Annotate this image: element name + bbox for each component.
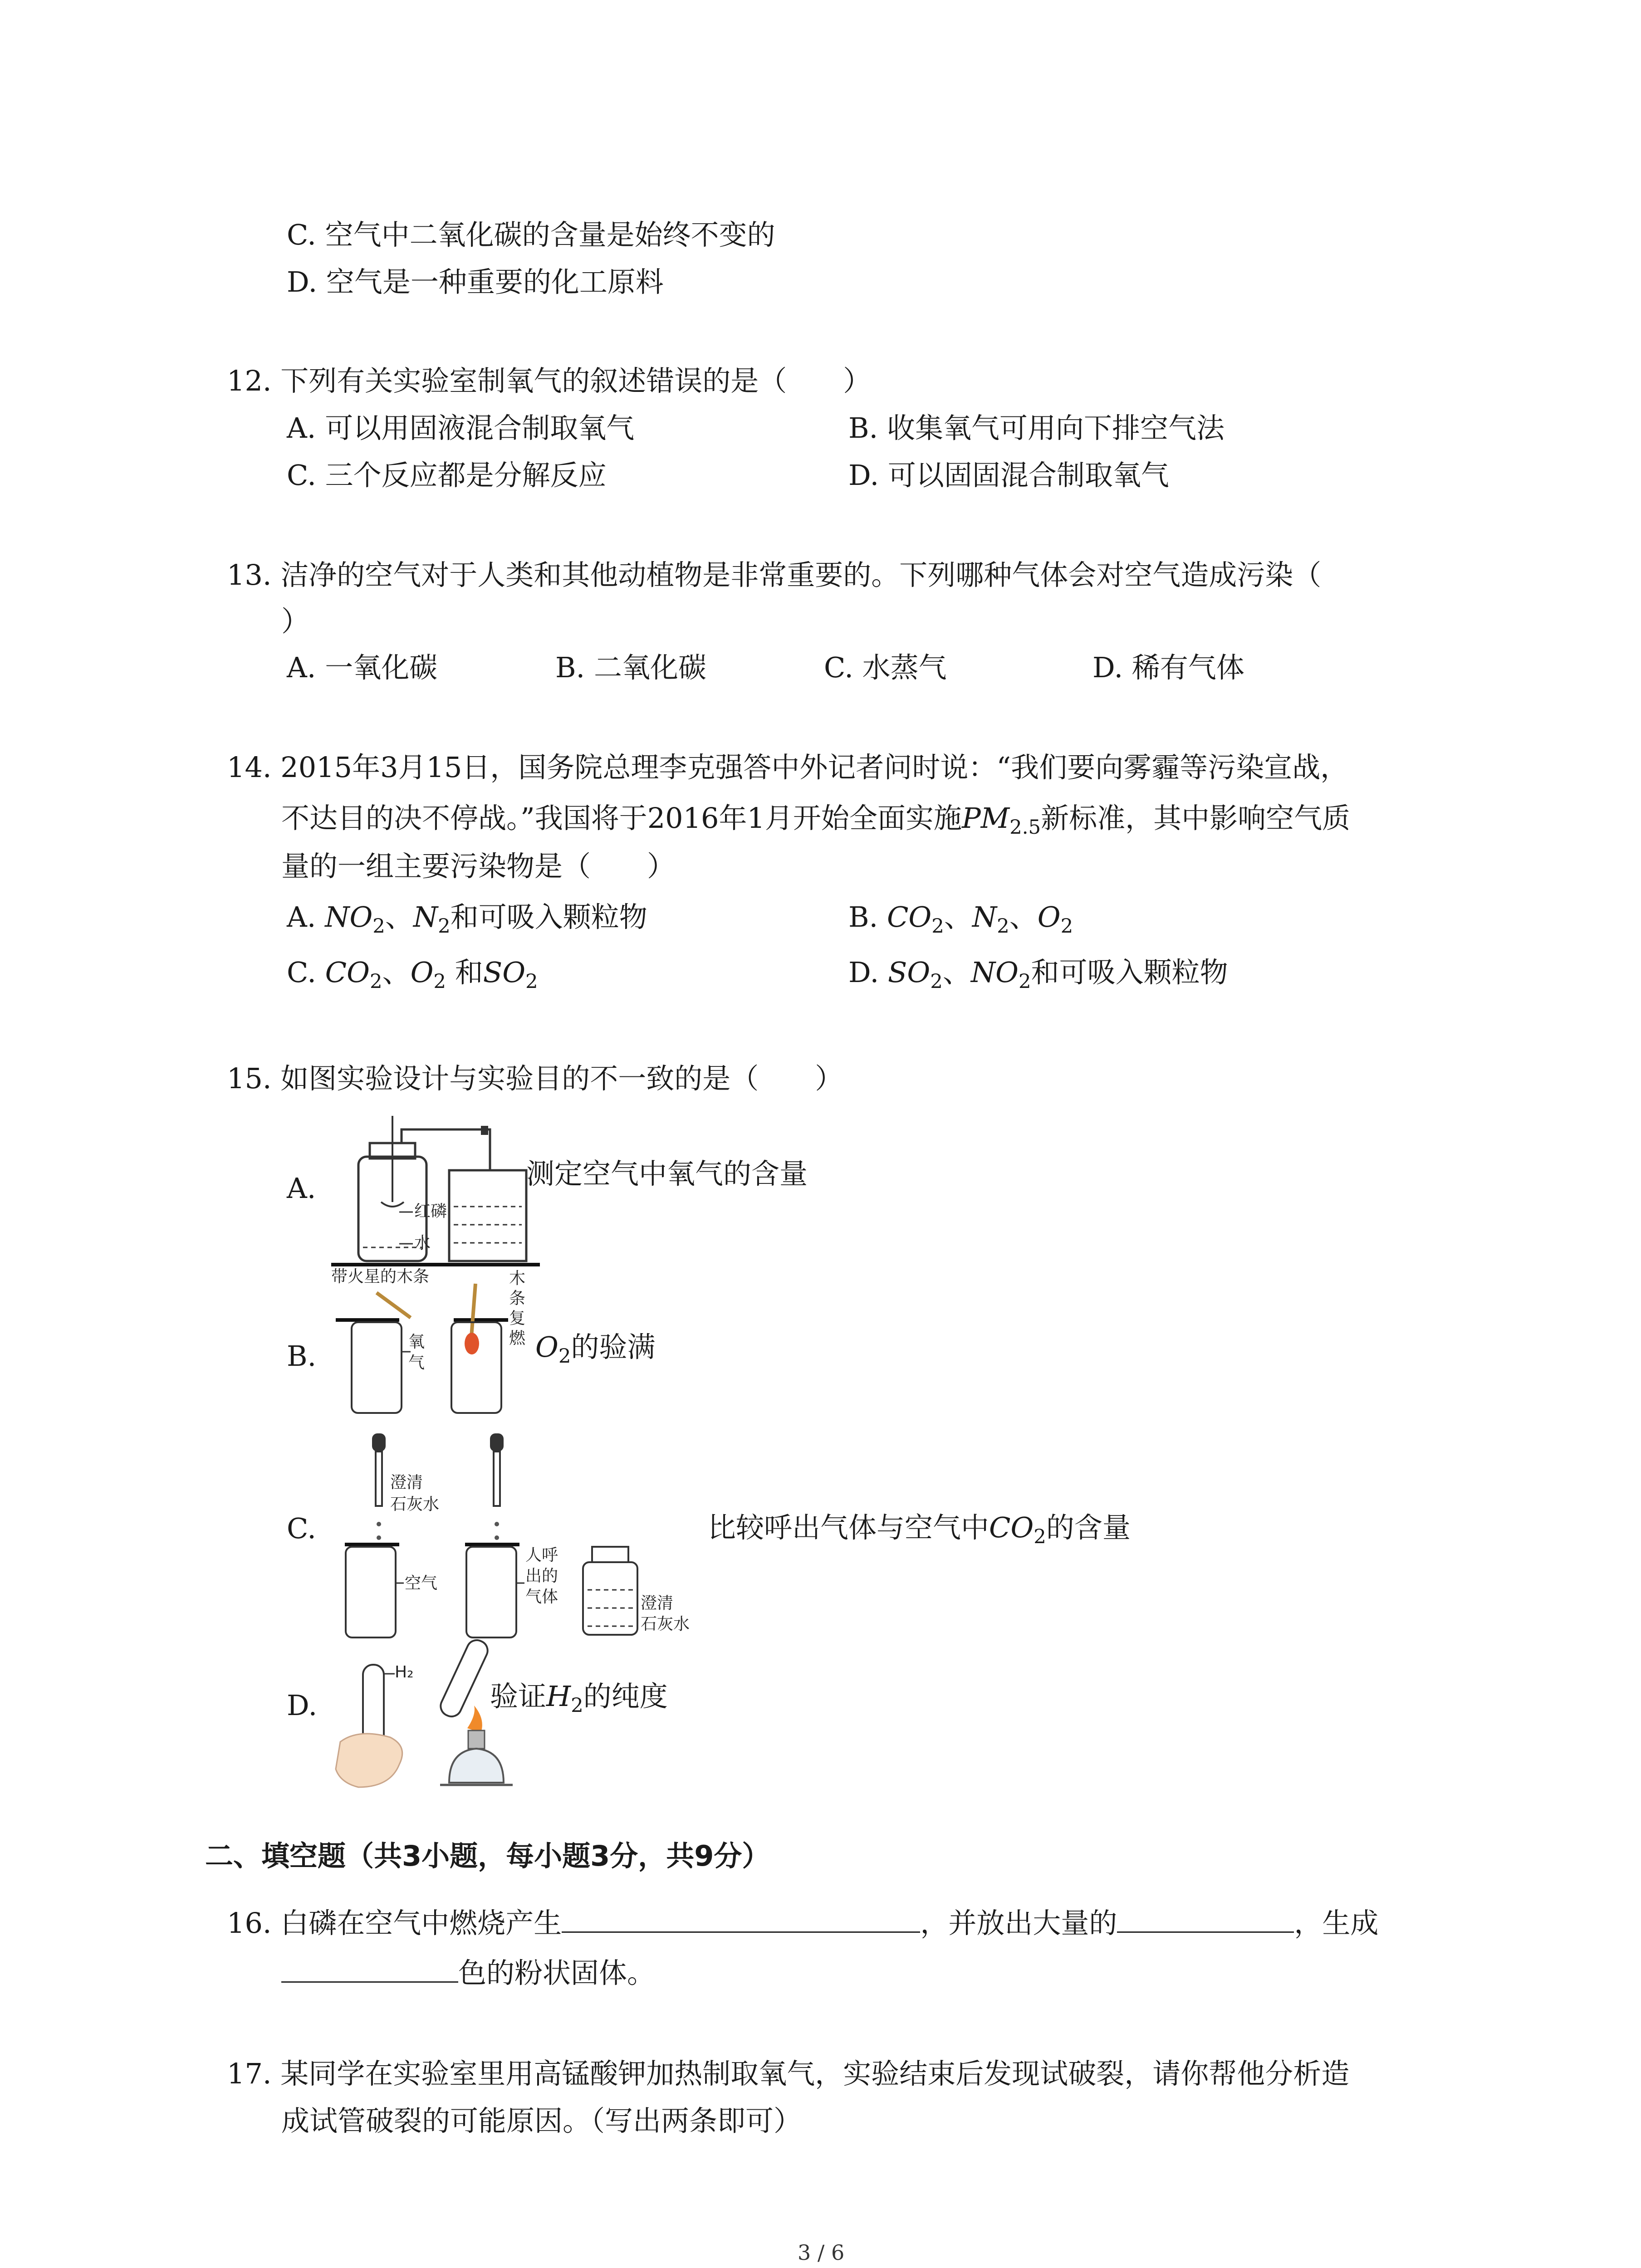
subscript: 2 <box>931 915 944 938</box>
formula: NO <box>970 956 1019 989</box>
q16-text-1: 16. 白磷在空气中燃烧产生 <box>227 1906 562 1940</box>
oxygen-label-2: 气 <box>408 1354 425 1372</box>
oxygen-symbol: O <box>535 1330 558 1364</box>
formula: O <box>1037 900 1061 934</box>
option-label: A. <box>287 900 325 934</box>
q16-line2 <box>281 1953 655 1991</box>
formula: SO <box>483 956 526 989</box>
formula: N <box>972 900 997 934</box>
subscript: 2 <box>930 970 943 993</box>
formula: CO <box>325 956 370 989</box>
formula: O <box>410 956 434 989</box>
section-heading: 二、填空题（共3小题，每小题3分，共9分） <box>205 1839 770 1872</box>
subscript: 2 <box>1060 915 1073 938</box>
option-text: 的含量 <box>1046 1511 1131 1544</box>
q15-option-b-text <box>535 1329 656 1368</box>
option-text: 和可吸入颗粒物 <box>450 900 647 934</box>
separator: 、 <box>1009 900 1038 934</box>
q15-option-d-label: D. <box>287 1689 318 1722</box>
answer-blank-2[interactable] <box>1117 1903 1294 1933</box>
q13-option-b: B. 二氧化碳 <box>555 651 706 684</box>
hydrogen-label: H₂ <box>395 1663 414 1681</box>
q14-line2-start: 不达目的决不停战。”我国将于2016年1月开始全面实施 <box>281 802 962 835</box>
q14-line3: 量的一组主要污染物是（ ） <box>281 850 676 883</box>
subscript: 2 <box>525 970 538 993</box>
hydrogen-purity-test-figure <box>331 1637 522 1810</box>
q12-option-d: D. 可以固固混合制取氧气 <box>848 459 1169 492</box>
subscript: 2 <box>369 970 382 993</box>
answer-blank-3[interactable] <box>281 1953 458 1983</box>
q16-text-2: ，并放出大量的 <box>920 1906 1117 1940</box>
hydrogen-symbol: H <box>546 1680 571 1713</box>
formula: SO <box>887 956 931 989</box>
q13-stem: 13. 洁净的空气对于人类和其他动植物是非常重要的。下列哪种气体会对空气造成污染（ <box>227 558 1322 591</box>
subscript: 2 <box>433 970 446 993</box>
splint-relight-label-3: 复 <box>509 1309 526 1328</box>
option-text: 和 <box>446 956 483 989</box>
pm-subscript: 2.5 <box>1009 816 1041 839</box>
limewater-label-1: 澄清 <box>390 1473 423 1492</box>
q15-option-c-label: C. <box>287 1512 316 1545</box>
co2-symbol: CO <box>989 1511 1034 1544</box>
q13-stem-close: ） <box>281 605 310 638</box>
q16-text-4: 色的粉状固体。 <box>458 1956 656 1989</box>
q14-line2-end: 新标准，其中影响空气质 <box>1041 802 1351 835</box>
subscript: 2 <box>1034 1525 1046 1549</box>
limewater-jar-label-2: 石灰水 <box>641 1615 690 1633</box>
option-text: 比较呼出气体与空气中 <box>708 1511 989 1544</box>
formula: NO <box>325 900 373 934</box>
splint-relight-label-1: 木 <box>509 1269 526 1288</box>
option-text: 的验满 <box>571 1330 656 1364</box>
splint-relight-label-2: 条 <box>509 1289 526 1308</box>
subscript: 2 <box>571 1694 583 1717</box>
q13-option-c: C. 水蒸气 <box>824 651 947 684</box>
q11-option-c: C. 空气中二氧化碳的含量是始终不变的 <box>287 218 775 251</box>
option-label: C. <box>287 956 325 989</box>
answer-blank-1[interactable] <box>562 1903 920 1933</box>
red-phosphorus-label: 红磷 <box>414 1202 447 1221</box>
q17-line1: 17. 某同学在实验室里用高锰酸钾加热制取氧气，实验结束后发现试破裂，请你帮他分析造 <box>227 2057 1350 2090</box>
limewater-label-2: 石灰水 <box>390 1495 440 1514</box>
exhaled-gas-label-3: 气体 <box>525 1588 558 1606</box>
formula: N <box>413 900 438 934</box>
q17-line2: 成试管破裂的可能原因。（写出两条即可） <box>281 2104 802 2137</box>
q15-option-a-text: 测定空气中氧气的含量 <box>526 1157 808 1190</box>
q14-option-c <box>287 954 538 991</box>
option-text: 验证 <box>490 1680 547 1713</box>
q16-text-3: ，生成 <box>1294 1906 1379 1940</box>
q14-line2 <box>281 800 1351 839</box>
q16-line1 <box>227 1903 1378 1941</box>
separator: 、 <box>385 900 413 934</box>
q15-option-a-label: A. <box>287 1172 316 1205</box>
breath-co2-comparison-figure <box>336 1433 708 1647</box>
q12-option-a: A. 可以用固液混合制取氧气 <box>287 411 635 445</box>
q14-option-d <box>848 954 1228 991</box>
q15-option-d-text <box>490 1678 668 1715</box>
exhaled-gas-label-2: 出的 <box>525 1567 558 1585</box>
subscript: 2 <box>997 915 1009 938</box>
subscript: 2 <box>1018 970 1031 993</box>
separator: 、 <box>382 956 411 989</box>
option-text: 的纯度 <box>583 1680 668 1713</box>
q14-option-a <box>287 899 647 938</box>
limewater-jar-label-1: 澄清 <box>641 1594 674 1613</box>
option-text: 和可吸入颗粒物 <box>1031 956 1228 989</box>
air-label: 空气 <box>405 1574 438 1593</box>
q12-stem: 12. 下列有关实验室制氧气的叙述错误的是（ ） <box>227 364 872 397</box>
q13-option-d: D. 稀有气体 <box>1092 651 1244 684</box>
water-label: 水 <box>414 1234 431 1252</box>
separator: 、 <box>944 900 972 934</box>
subscript: 2 <box>372 915 385 938</box>
exhaled-gas-label-1: 人呼 <box>525 1546 558 1564</box>
formula: CO <box>887 900 932 934</box>
q13-option-a: A. 一氧化碳 <box>287 651 438 684</box>
q14-line1: 14. 2015年3月15日，国务院总理李克强答中外记者问时说：“我们要向雾霾等污染宣战， <box>227 751 1349 784</box>
glowing-splint-label: 带火星的木条 <box>331 1267 430 1286</box>
subscript: 2 <box>558 1345 571 1368</box>
q14-option-b <box>848 899 1073 938</box>
option-label: B. <box>848 900 887 934</box>
option-label: D. <box>848 956 888 989</box>
q11-option-d: D. 空气是一种重要的化工原料 <box>287 265 664 298</box>
oxygen-label-1: 氧 <box>408 1333 425 1351</box>
splint-relight-label-4: 燃 <box>509 1329 526 1348</box>
pm-symbol: PM <box>961 802 1010 835</box>
subscript: 2 <box>438 915 451 938</box>
q15-option-c-text <box>708 1510 1131 1549</box>
q12-option-c: C. 三个反应都是分解反应 <box>287 459 607 492</box>
q15-stem: 15. 如图实验设计与实验目的不一致的是（ ） <box>227 1062 843 1095</box>
oxygen-full-test-figure <box>331 1266 540 1429</box>
q15-option-b-label: B. <box>287 1339 317 1373</box>
separator: 、 <box>942 956 971 989</box>
q12-option-b: B. 收集氧气可用向下排空气法 <box>848 411 1225 445</box>
page-number: 3 / 6 <box>798 2240 845 2265</box>
